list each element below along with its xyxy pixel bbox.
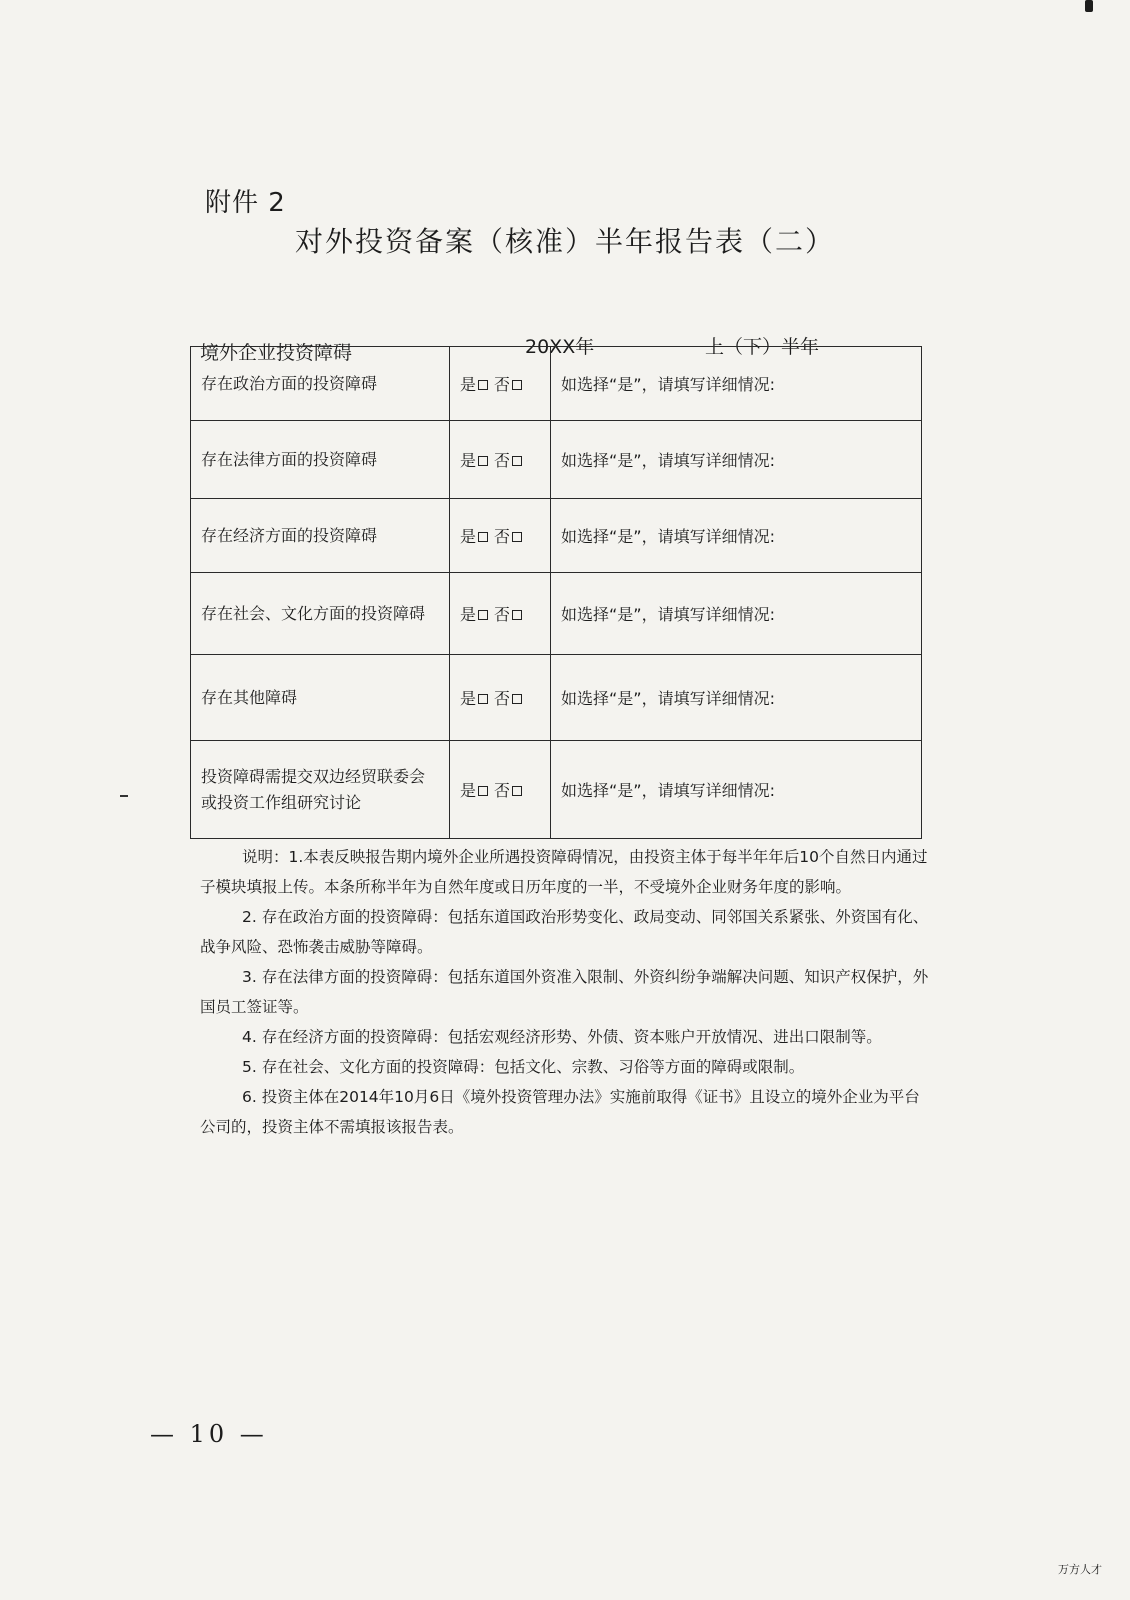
no-label: 否: [494, 527, 511, 546]
table-row: [191, 347, 922, 421]
detail-cell[interactable]: [551, 499, 922, 573]
stray-mark: [120, 795, 128, 797]
notes-section: [200, 842, 932, 1142]
obstacle-type-cell: 投资障碍需提交双边经贸联委会或投资工作组研究讨论: [191, 741, 450, 839]
yes-label: 是: [460, 689, 477, 708]
table-row: [191, 421, 922, 499]
detail-cell[interactable]: [551, 741, 922, 839]
note-paragraph: 2. 存在政治方面的投资障碍：包括东道国政治形势变化、政局变动、同邻国关系紧张、外资国有化、战争风险、恐怖袭击威胁等障碍。: [200, 908, 929, 956]
note-paragraph: 说明：1.本表反映报告期内境外企业所遇投资障碍情况，由投资主体于每半年年后10个自然日内通过子模块填报上传。本条所称半年为自然年度或日历年度的一半，不受境外企业财务年度的影响。: [200, 848, 928, 896]
yes-no-cell: [450, 573, 551, 655]
yes-checkbox[interactable]: [478, 786, 488, 796]
note-paragraph: 5. 存在社会、文化方面的投资障碍：包括文化、宗教、习俗等方面的障碍或限制。: [242, 1058, 805, 1076]
table-row: [191, 741, 922, 839]
detail-prompt: 如选择“是”，请填写详细情况:: [561, 605, 775, 624]
yes-no-cell: [450, 655, 551, 741]
year-label: 20XX年: [525, 336, 595, 358]
section-label: 境外企业投资障碍: [200, 342, 353, 364]
no-checkbox[interactable]: [512, 610, 522, 620]
detail-prompt: 如选择“是”，请填写详细情况:: [561, 375, 775, 394]
attachment-label: 附件 2: [205, 188, 286, 218]
no-checkbox[interactable]: [512, 380, 522, 390]
obstacle-type-cell: 存在社会、文化方面的投资障碍: [191, 573, 450, 655]
yes-no-cell: [450, 347, 551, 421]
detail-prompt: 如选择“是”，请填写详细情况:: [561, 781, 775, 800]
no-label: 否: [494, 781, 511, 800]
obstacle-type-cell: 存在其他障碍: [191, 655, 450, 741]
detail-prompt: 如选择“是”，请填写详细情况:: [561, 527, 775, 546]
obstacle-type-cell: 存在政治方面的投资障碍: [191, 347, 450, 421]
note-paragraph: 3. 存在法律方面的投资障碍：包括东道国外资准入限制、外资纠纷争端解决问题、知识产权保护，外国员工签证等。: [200, 968, 929, 1016]
obstacle-type-cell: 存在法律方面的投资障碍: [191, 421, 450, 499]
obstacle-table: [190, 346, 922, 839]
no-checkbox[interactable]: [512, 786, 522, 796]
no-checkbox[interactable]: [512, 456, 522, 466]
table-row: [191, 655, 922, 741]
obstacle-type-cell: 存在经济方面的投资障碍: [191, 499, 450, 573]
detail-cell[interactable]: [551, 347, 922, 421]
note-paragraph: 4. 存在经济方面的投资障碍：包括宏观经济形势、外债、资本账户开放情况、进出口限制等。: [242, 1028, 882, 1046]
no-label: 否: [494, 375, 511, 394]
detail-cell[interactable]: [551, 655, 922, 741]
yes-label: 是: [460, 527, 477, 546]
yes-label: 是: [460, 451, 477, 470]
yes-no-cell: [450, 741, 551, 839]
yes-label: 是: [460, 605, 477, 624]
yes-checkbox[interactable]: [478, 456, 488, 466]
no-label: 否: [494, 605, 511, 624]
no-label: 否: [494, 689, 511, 708]
no-label: 否: [494, 451, 511, 470]
yes-checkbox[interactable]: [478, 532, 488, 542]
yes-checkbox[interactable]: [478, 694, 488, 704]
watermark: 万方人才: [1058, 1563, 1102, 1576]
page-number: — 10 —: [150, 1420, 268, 1448]
yes-label: 是: [460, 781, 477, 800]
no-checkbox[interactable]: [512, 532, 522, 542]
page-title: 对外投资备案（核准）半年报告表（二）: [294, 225, 835, 258]
yes-no-cell: [450, 499, 551, 573]
detail-prompt: 如选择“是”，请填写详细情况:: [561, 451, 775, 470]
yes-checkbox[interactable]: [478, 610, 488, 620]
yes-label: 是: [460, 375, 477, 394]
detail-prompt: 如选择“是”，请填写详细情况:: [561, 689, 775, 708]
yes-checkbox[interactable]: [478, 380, 488, 390]
table-row: [191, 573, 922, 655]
detail-cell[interactable]: [551, 421, 922, 499]
detail-cell[interactable]: [551, 573, 922, 655]
scan-edge-mark: [1085, 0, 1093, 12]
half-year-label: 上（下）半年: [705, 336, 820, 358]
table-row: [191, 499, 922, 573]
yes-no-cell: [450, 421, 551, 499]
note-paragraph: 6. 投资主体在2014年10月6日《境外投资管理办法》实施前取得《证书》且设立的境外企业为平台公司的，投资主体不需填报该报告表。: [200, 1088, 920, 1136]
no-checkbox[interactable]: [512, 694, 522, 704]
